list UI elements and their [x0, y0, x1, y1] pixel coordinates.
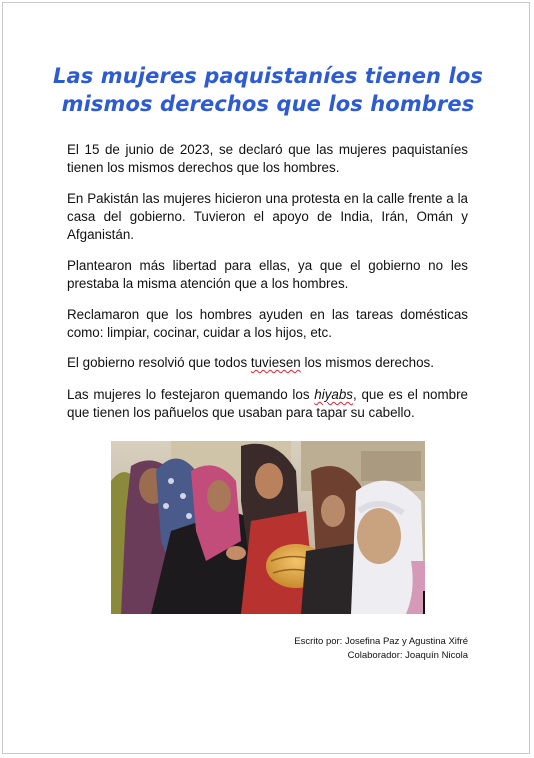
paragraph-1: El 15 de junio de 2023, se declaró que las mujeres paquistaníes tienen los mismos derechos que los hombres. [67, 142, 468, 175]
paragraph-6-end: , que es el nombre que tienen los pañuelos que usaban para tapar su cabello. [67, 387, 468, 420]
spellcheck-word-tuviesen: tuviesen [250, 355, 301, 370]
paragraph-5 [67, 354, 468, 372]
paragraph-5-start: El gobierno resolvió que todos [67, 355, 251, 370]
paragraph-6 [67, 386, 468, 422]
article-title [50, 62, 486, 118]
paragraph-3: Plantearon más libertad para ellas, ya que el gobierno no les prestaba la misma atención que a los hombres. [67, 258, 468, 291]
paragraph-5-end: los mismos derechos. [300, 355, 434, 370]
title-line-2: mismos derechos que los hombres [61, 92, 475, 116]
paragraph-2: En Pakistán las mujeres hicieron una protesta en la calle frente a la casa del gobierno. Tuvieron el apoyo de India, Irán, Omán y Afganistán. [67, 191, 468, 242]
protest-photo-illustration [111, 441, 425, 614]
title-line-1: Las mujeres paquistaníes tienen los [53, 64, 483, 88]
credit-authors: Escrito por: Josefina Paz y Agustina Xifré [294, 636, 468, 647]
credit-collaborator: Colaborador: Joaquín Nicola [347, 650, 468, 661]
paragraph-6-start: Las mujeres lo festejaron quemando los [67, 387, 315, 402]
spellcheck-word-hiyabs: hiyabs [314, 387, 353, 402]
protest-photo [111, 441, 425, 614]
paragraph-4: Reclamaron que los hombres ayuden en las tareas domésticas como: limpiar, cocinar, cuidar a los hijos, etc. [67, 307, 468, 340]
